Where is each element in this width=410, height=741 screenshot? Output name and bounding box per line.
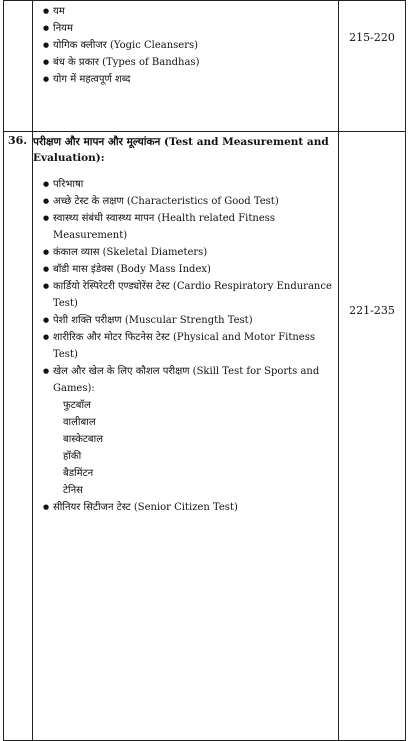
list-item: ● योगिक क्लीजर (Yogic Cleansers) xyxy=(53,37,338,54)
page-range: 221-235 xyxy=(339,132,406,741)
list-item: ● कंकाल व्यास (Skeletal Diameters) xyxy=(53,244,338,261)
topic-list xyxy=(33,176,338,516)
section-title: परीक्षण और मापन और मूल्यांकन (Test and Measurement and Evaluation): xyxy=(33,136,329,164)
section-number: 36. xyxy=(8,134,28,147)
list-item: ● खेल और खेल के लिए कौशल परीक्षण (Skill Test for Sports and Games): xyxy=(53,363,338,397)
list-item: ● शारीरिक और मोटर फिटनेस टेस्ट (Physical and Motor Fitness Test) xyxy=(53,329,338,363)
sub-list-item: हॉकी xyxy=(63,451,82,462)
sub-list-item: बैडमिंटन xyxy=(63,468,94,479)
sub-list-item: फुटबॉल xyxy=(63,400,91,411)
topics-cell xyxy=(33,132,339,741)
list-item: ● परिभाषा xyxy=(53,176,338,193)
list-item: ● बंध के प्रकार (Types of Bandhas) xyxy=(53,54,338,71)
contents-table xyxy=(3,0,406,741)
sub-list-item: वालीबाल xyxy=(63,417,96,428)
row-number-cell xyxy=(4,1,33,132)
list-item: ● अच्छे टेस्ट के लक्षण (Characteristics of Good Test) xyxy=(53,193,338,210)
page-range: 215-220 xyxy=(339,1,406,132)
list-item: ● स्वास्थ्य संबंधी स्वास्थ्य मापन (Health related Fitness Measurement) xyxy=(53,210,338,244)
sub-list-item: बास्केटबाल xyxy=(63,434,103,445)
list-item: ● पेशी शक्ति परीक्षण (Muscular Strength Test) xyxy=(53,312,338,329)
sub-list-item: टेनिस xyxy=(63,485,83,496)
topic-list xyxy=(33,1,338,88)
list-item: ● नियम xyxy=(53,20,338,37)
list-item: ● कार्डियो रेस्पिरेटरी एण्ड्योरेंस टेस्ट (Cardio Respiratory Endurance Test) xyxy=(53,278,338,312)
toc-row-36 xyxy=(4,132,406,741)
list-item: ● यम xyxy=(53,3,338,20)
toc-row-prev xyxy=(4,1,406,132)
topics-cell xyxy=(33,1,339,132)
list-item: ● सीनियर सिटीजन टेस्ट (Senior Citizen Test) xyxy=(53,499,338,516)
list-item: ● योग में महत्वपूर्ण शब्द xyxy=(53,71,338,88)
list-item: ● बॉडी मास इंडेक्स (Body Mass Index) xyxy=(53,261,338,278)
row-number-cell xyxy=(4,132,33,741)
